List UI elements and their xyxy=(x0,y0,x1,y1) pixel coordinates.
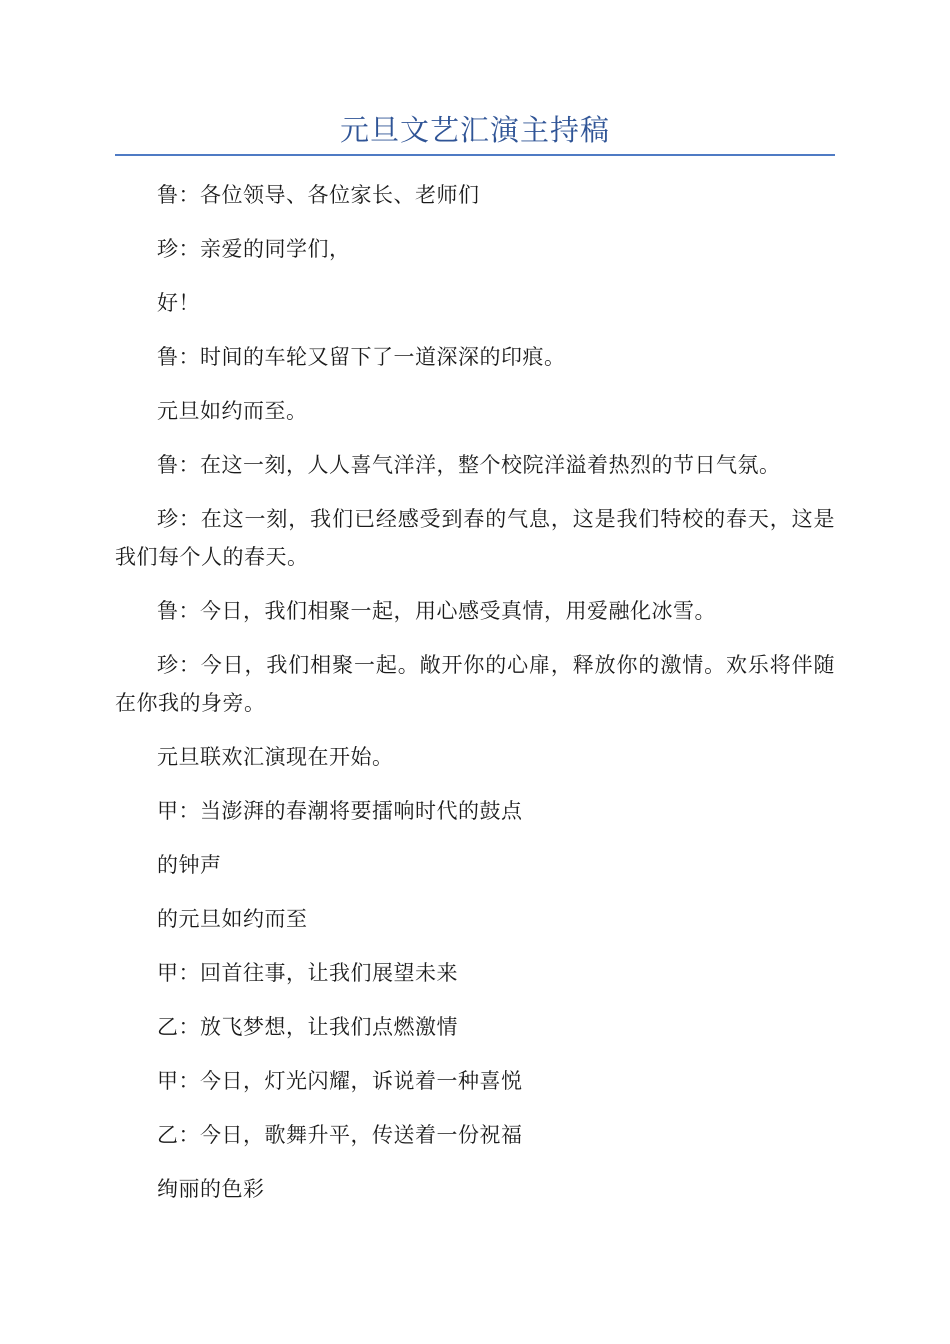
paragraph: 鲁：时间的车轮又留下了一道深深的印痕。 xyxy=(157,345,566,369)
paragraph: 鲁：今日，我们相聚一起，用心感受真情，用爱融化冰雪。 xyxy=(157,599,716,623)
document-body xyxy=(115,176,835,1208)
paragraph: 甲：当澎湃的春潮将要擂响时代的鼓点 xyxy=(157,799,523,823)
paragraph: 元旦联欢汇演现在开始。 xyxy=(157,745,394,769)
paragraph: 鲁：在这一刻，人人喜气洋洋，整个校院洋溢着热烈的节日气氛。 xyxy=(157,453,781,477)
paragraph: 珍：在这一刻，我们已经感受到春的气息，这是我们特校的春天，这是我们每个人的春天。 xyxy=(115,507,835,569)
document-page xyxy=(115,0,835,1224)
paragraph: 的元旦如约而至 xyxy=(157,907,308,931)
paragraph: 绚丽的色彩 xyxy=(157,1177,265,1201)
paragraph: 乙：放飞梦想，让我们点燃激情 xyxy=(157,1015,458,1039)
paragraph: 珍：亲爱的同学们， xyxy=(157,237,351,261)
paragraph: 好！ xyxy=(157,291,200,315)
paragraph: 甲：回首往事，让我们展望未来 xyxy=(157,961,458,985)
paragraph: 乙：今日，歌舞升平，传送着一份祝福 xyxy=(157,1123,523,1147)
paragraph: 元旦如约而至。 xyxy=(157,399,308,423)
paragraph: 甲：今日，灯光闪耀，诉说着一种喜悦 xyxy=(157,1069,523,1093)
title-underline xyxy=(115,154,835,156)
paragraph: 鲁：各位领导、各位家长、老师们 xyxy=(157,183,480,207)
document-title: 元旦文艺汇演主持稿 xyxy=(339,113,610,147)
paragraph: 珍：今日，我们相聚一起。敞开你的心扉，释放你的激情。欢乐将伴随在你我的身旁。 xyxy=(115,653,835,715)
paragraph: 的钟声 xyxy=(157,853,222,877)
